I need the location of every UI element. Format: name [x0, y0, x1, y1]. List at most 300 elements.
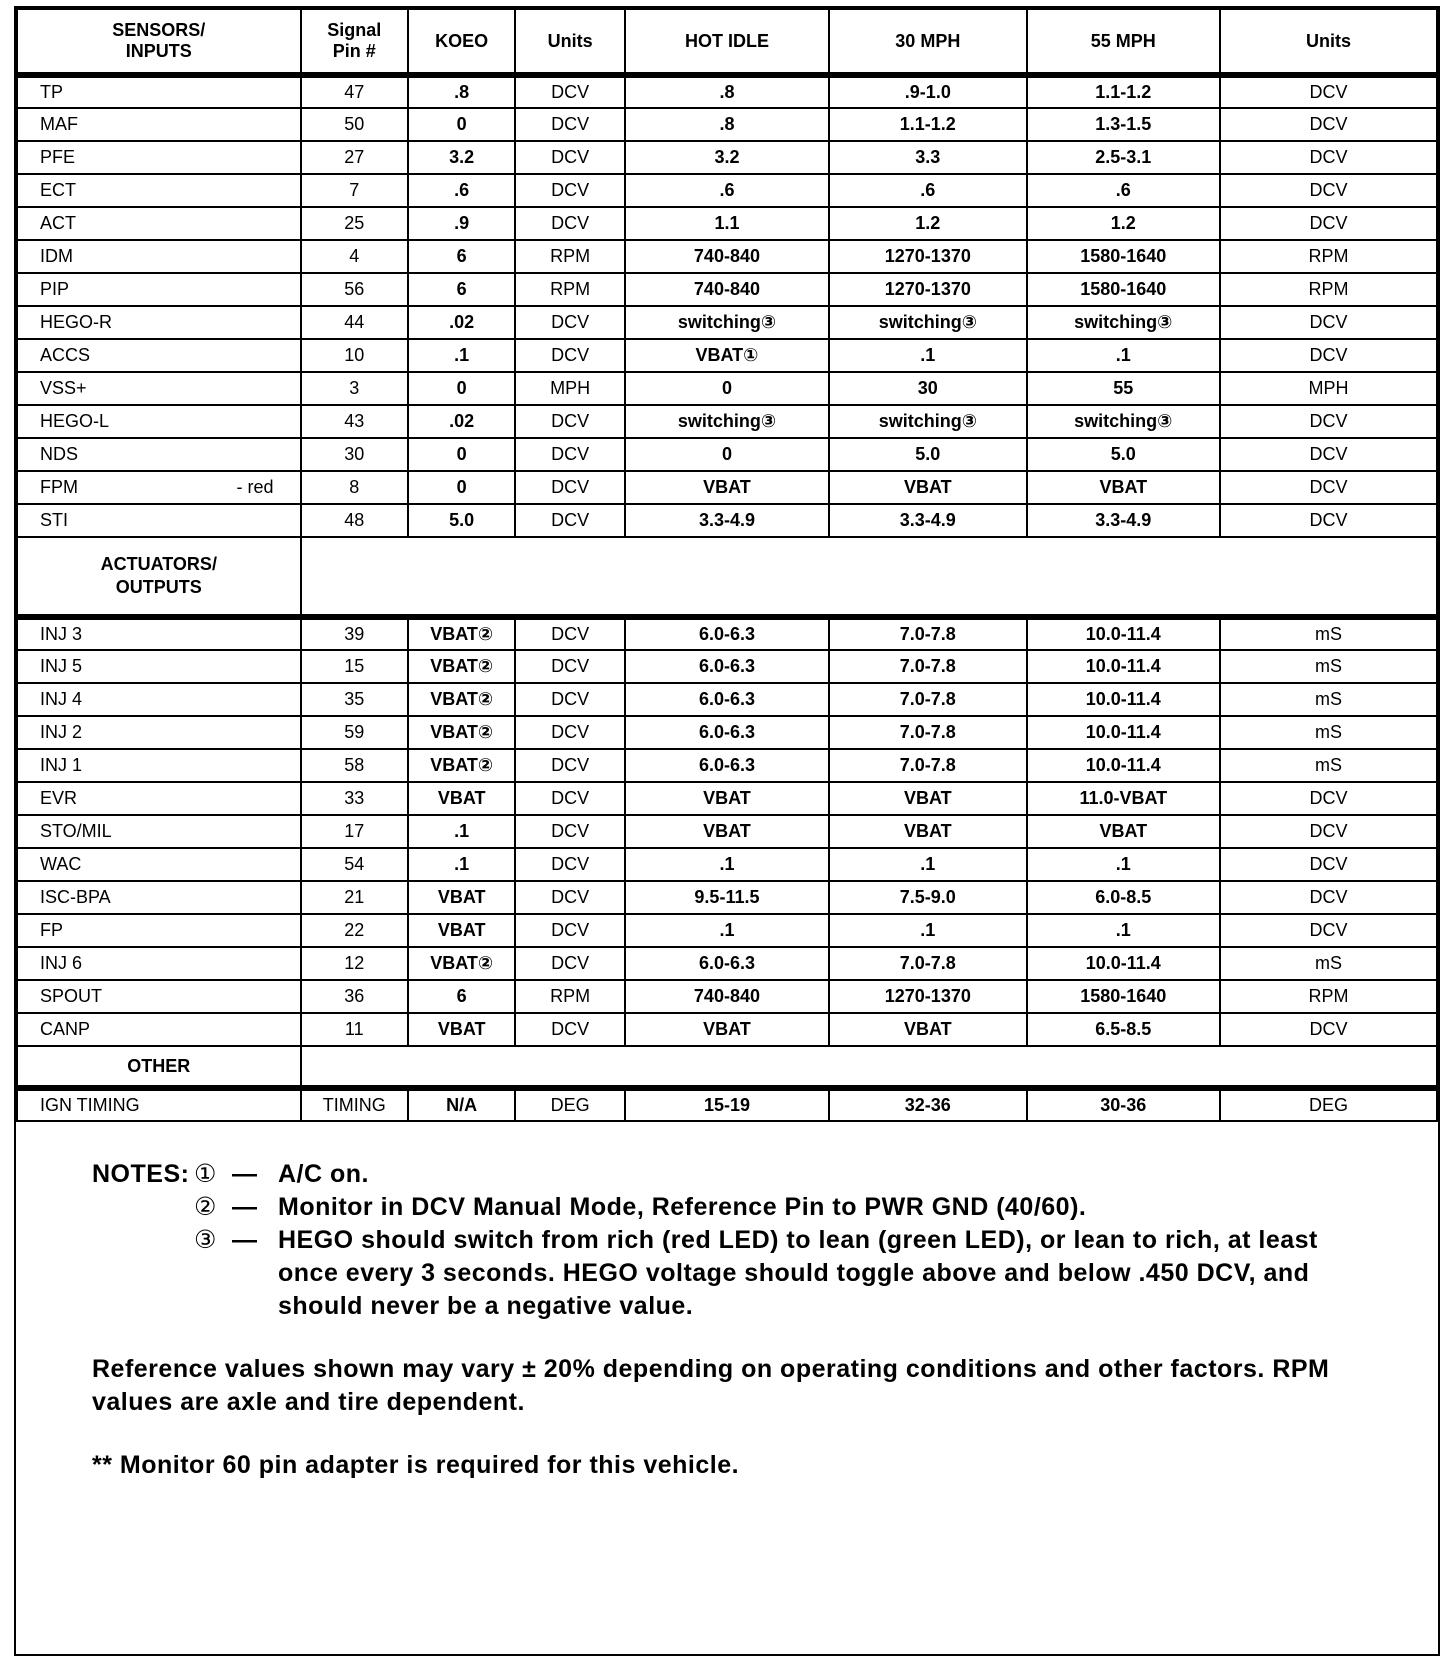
cell-value: 10 [344, 345, 365, 365]
cell-value: 36 [344, 986, 365, 1006]
table-cell [829, 815, 1027, 848]
cell-value: 3 [349, 378, 360, 398]
table-cell [625, 782, 829, 815]
note-1 [92, 1158, 1362, 1191]
cell-value: 5.0 [915, 444, 941, 464]
cell-value: VBAT [903, 788, 952, 808]
table-cell [1027, 980, 1220, 1013]
cell-value: 10.0-11.4 [1085, 656, 1161, 676]
section-header-row [17, 1046, 1437, 1088]
cell-value: DCV [551, 821, 590, 841]
cell-value: DCV [1309, 1019, 1348, 1039]
table-cell [408, 617, 515, 650]
table-row [17, 174, 1437, 207]
section-header-row [17, 537, 1437, 617]
table-cell [515, 372, 625, 405]
table-cell [625, 207, 829, 240]
cell-value: DCV [551, 411, 590, 431]
cell-value: mS [1314, 689, 1342, 709]
cell-value: 6.0-8.5 [1095, 887, 1152, 907]
table-cell [408, 174, 515, 207]
cell-value: SPOUT [40, 986, 103, 1006]
cell-value: 3.3 [915, 147, 941, 167]
table-cell [515, 947, 625, 980]
cell-value: DCV [1309, 312, 1348, 332]
table-cell [625, 617, 829, 650]
table-row [17, 947, 1437, 980]
table-cell [301, 141, 408, 174]
cell-value: VBAT② [430, 722, 494, 742]
table-cell [515, 108, 625, 141]
table-cell [625, 273, 829, 306]
table-cell [829, 174, 1027, 207]
table-cell [301, 108, 408, 141]
cell-value: 1580-1640 [1080, 279, 1167, 299]
table-cell [1027, 372, 1220, 405]
table-cell [1027, 683, 1220, 716]
cell-value: 3.3-4.9 [698, 510, 755, 530]
row-label [17, 273, 301, 306]
table-cell [301, 650, 408, 683]
cell-value: 15 [344, 656, 365, 676]
cell-value: 0 [456, 114, 467, 134]
row-label [17, 947, 301, 980]
table-row [17, 650, 1437, 683]
table-row [17, 240, 1437, 273]
table-cell [625, 471, 829, 504]
table-cell [829, 207, 1027, 240]
fpm-note: - red [236, 477, 274, 497]
table-cell [1220, 881, 1437, 914]
table-row [17, 372, 1437, 405]
table-cell [625, 683, 829, 716]
cell-value: 1.1 [714, 213, 740, 233]
table-cell [1220, 207, 1437, 240]
row-label [17, 1013, 301, 1046]
table-cell [408, 504, 515, 537]
table-cell [408, 716, 515, 749]
cell-value: .6 [454, 180, 470, 200]
table-cell [625, 438, 829, 471]
cell-value: N/A [446, 1095, 478, 1115]
cell-value: DCV [1309, 920, 1348, 940]
cell-value: .1 [1115, 920, 1131, 940]
cell-value: .1 [920, 345, 936, 365]
cell-value: 30 [344, 444, 365, 464]
column-header: Signal Pin # [301, 9, 408, 75]
cell-value: DCV [1309, 854, 1348, 874]
cell-value: 43 [344, 411, 365, 431]
cell-value: 0 [721, 378, 732, 398]
table-cell [829, 914, 1027, 947]
table-cell [1220, 683, 1437, 716]
table-row [17, 438, 1437, 471]
table-cell [625, 108, 829, 141]
cell-value: VBAT [1099, 477, 1148, 497]
table-cell [515, 980, 625, 1013]
cell-value: DCV [1309, 180, 1348, 200]
cell-value: PFE [40, 147, 76, 167]
table-cell [1220, 273, 1437, 306]
table-cell [1027, 273, 1220, 306]
row-label [17, 306, 301, 339]
cell-value: switching③ [878, 312, 977, 332]
cell-value: .1 [920, 920, 936, 940]
table-cell [408, 141, 515, 174]
table-cell [515, 405, 625, 438]
table-cell [301, 683, 408, 716]
cell-value: INJ 1 [40, 755, 83, 775]
cell-value: 1.3-1.5 [1095, 114, 1152, 134]
row-label [17, 749, 301, 782]
table-cell [829, 504, 1027, 537]
cell-value: ACT [40, 213, 76, 233]
table-cell [625, 749, 829, 782]
cell-value: .1 [454, 854, 470, 874]
cell-value: DCV [1309, 213, 1348, 233]
table-cell [625, 306, 829, 339]
cell-value: switching③ [878, 411, 977, 431]
cell-value: 15-19 [703, 1095, 750, 1115]
table-cell [625, 881, 829, 914]
table-cell [1027, 207, 1220, 240]
row-label [17, 617, 301, 650]
cell-value: 7.0-7.8 [899, 953, 956, 973]
cell-value: .9-1.0 [904, 82, 951, 102]
table-cell [515, 141, 625, 174]
table-cell [1027, 405, 1220, 438]
table-cell [408, 108, 515, 141]
table-cell [301, 504, 408, 537]
table-cell [1220, 306, 1437, 339]
table-cell [829, 141, 1027, 174]
cell-value: 0 [456, 477, 467, 497]
cell-value: mS [1314, 722, 1342, 742]
row-label [17, 372, 301, 405]
table-cell [625, 240, 829, 273]
table-cell [625, 174, 829, 207]
table-cell [408, 1013, 515, 1046]
table-cell [625, 141, 829, 174]
table-row [17, 141, 1437, 174]
table-row [17, 980, 1437, 1013]
table-cell [829, 75, 1027, 108]
cell-value: 9.5-11.5 [694, 887, 760, 907]
cell-value: DCV [1309, 788, 1348, 808]
table-row [17, 108, 1437, 141]
cell-value: 740-840 [693, 986, 760, 1006]
cell-value: 3.3-4.9 [899, 510, 956, 530]
note-3 [92, 1224, 1362, 1323]
table-cell [1027, 141, 1220, 174]
cell-value: 11 [344, 1019, 364, 1039]
table-cell [625, 339, 829, 372]
table-cell [301, 815, 408, 848]
table-cell [829, 306, 1027, 339]
column-header: SENSORS/ INPUTS [17, 9, 301, 75]
note-text: A/C on. [278, 1160, 369, 1188]
table-cell [1220, 405, 1437, 438]
cell-value: .1 [920, 854, 936, 874]
section-spacer [301, 537, 1437, 617]
cell-value: DCV [551, 656, 590, 676]
row-label [17, 1088, 301, 1121]
table-row [17, 504, 1437, 537]
cell-value: 10.0-11.4 [1085, 689, 1161, 709]
table-cell [829, 881, 1027, 914]
table-row [17, 339, 1437, 372]
table-cell [625, 815, 829, 848]
cell-value: CANP [40, 1019, 91, 1039]
cell-value: 58 [344, 755, 365, 775]
table-cell [301, 716, 408, 749]
cell-value: VBAT [903, 821, 952, 841]
cell-value: mS [1314, 953, 1342, 973]
cell-value: NDS [40, 444, 79, 464]
table-cell [301, 372, 408, 405]
row-label [17, 914, 301, 947]
cell-value: IDM [40, 246, 73, 266]
cell-value: DCV [551, 920, 590, 940]
table-cell [1027, 306, 1220, 339]
cell-value: DCV [1309, 345, 1348, 365]
cell-value: RPM [550, 986, 591, 1006]
row-label [17, 471, 301, 504]
cell-value: .6 [1115, 180, 1131, 200]
table-cell [625, 1013, 829, 1046]
table-cell [1220, 339, 1437, 372]
table-cell [301, 848, 408, 881]
row-label [17, 881, 301, 914]
cell-value: INJ 2 [40, 722, 83, 742]
table-cell [1027, 75, 1220, 108]
table-cell [408, 881, 515, 914]
cell-value: mS [1314, 656, 1342, 676]
cell-value: .1 [1115, 854, 1131, 874]
cell-value: 0 [456, 444, 467, 464]
cell-value: DCV [1309, 82, 1348, 102]
table-row [17, 306, 1437, 339]
cell-value: .02 [449, 312, 475, 332]
table-cell [301, 947, 408, 980]
cell-value: INJ 3 [40, 624, 83, 644]
cell-value: RPM [1308, 279, 1349, 299]
cell-value: 44 [344, 312, 365, 332]
table-cell [408, 273, 515, 306]
table-cell [301, 782, 408, 815]
table-cell [301, 1013, 408, 1046]
table-cell [408, 782, 515, 815]
cell-value: DCV [551, 345, 590, 365]
cell-value: FP [40, 920, 64, 940]
cell-value: 35 [344, 689, 365, 709]
table-cell [1027, 108, 1220, 141]
table-cell [829, 471, 1027, 504]
cell-value: STI [40, 510, 69, 530]
table-row [17, 617, 1437, 650]
table-cell [408, 372, 515, 405]
cell-value: 0 [456, 378, 467, 398]
table-cell [1220, 749, 1437, 782]
cell-value: INJ 4 [40, 689, 83, 709]
cell-value: DCV [551, 312, 590, 332]
cell-value: 21 [344, 887, 365, 907]
table-cell [1220, 914, 1437, 947]
table-cell [301, 207, 408, 240]
cell-value: VBAT [437, 1019, 486, 1039]
cell-value: .6 [920, 180, 936, 200]
table-cell [625, 504, 829, 537]
table-cell [301, 1088, 408, 1121]
cell-value: .8 [719, 114, 735, 134]
cell-value: DCV [1309, 147, 1348, 167]
table-cell [1220, 240, 1437, 273]
cell-value: 1.1-1.2 [899, 114, 956, 134]
cell-value: MPH [550, 378, 591, 398]
cell-value: 6.0-6.3 [698, 689, 755, 709]
table-cell [829, 782, 1027, 815]
table-cell [408, 405, 515, 438]
table-cell [1220, 782, 1437, 815]
table-cell [1027, 749, 1220, 782]
cell-value: 7.0-7.8 [899, 755, 956, 775]
cell-value: RPM [550, 246, 591, 266]
cell-value: 6.0-6.3 [698, 755, 755, 775]
table-cell [301, 471, 408, 504]
row-label [17, 141, 301, 174]
cell-value: VBAT [437, 920, 486, 940]
cell-value: 5.0 [1110, 444, 1136, 464]
reference-values-table [16, 8, 1438, 1122]
table-cell [515, 815, 625, 848]
table-cell [1027, 617, 1220, 650]
table-cell [408, 683, 515, 716]
cell-value: 11.0-VBAT [1079, 788, 1168, 808]
adapter-note: ** Monitor 60 pin adapter is required for this vehicle. [92, 1451, 740, 1479]
table-cell [1220, 815, 1437, 848]
cell-value: DCV [1309, 114, 1348, 134]
cell-value: 7.0-7.8 [899, 722, 956, 742]
table-cell [1220, 848, 1437, 881]
cell-value: 17 [344, 821, 365, 841]
cell-value: VBAT② [430, 755, 494, 775]
table-cell [1027, 815, 1220, 848]
table-cell [625, 980, 829, 1013]
cell-value: 30 [917, 378, 938, 398]
table-cell [515, 650, 625, 683]
table-cell [1220, 438, 1437, 471]
table-cell [1027, 471, 1220, 504]
cell-value: 740-840 [693, 279, 760, 299]
cell-value: mS [1314, 755, 1342, 775]
cell-value: 7 [349, 180, 360, 200]
table-cell [1027, 1088, 1220, 1121]
row-label [17, 405, 301, 438]
table-cell [301, 174, 408, 207]
cell-value: 10.0-11.4 [1085, 953, 1161, 973]
table-cell [515, 782, 625, 815]
table-cell [408, 815, 515, 848]
table-row [17, 405, 1437, 438]
row-label [17, 650, 301, 683]
cell-value: DCV [551, 477, 590, 497]
cell-value: 3.3-4.9 [1095, 510, 1152, 530]
table-cell [515, 881, 625, 914]
cell-value: mS [1314, 624, 1342, 644]
row-label [17, 207, 301, 240]
note-mark: ② [194, 1193, 217, 1221]
table-cell [515, 471, 625, 504]
table-cell [1220, 650, 1437, 683]
table-cell [1027, 174, 1220, 207]
cell-value: HEGO-R [40, 312, 112, 332]
note-dash: — [232, 1160, 258, 1188]
cell-value: DEG [550, 1095, 590, 1115]
cell-value: VSS+ [40, 378, 87, 398]
reference-note: Reference values shown may vary ± 20% depending on operating conditions and other factors. RPM values are axle and tire dependent. [92, 1355, 1330, 1416]
cell-value: VBAT② [430, 656, 494, 676]
cell-value: 2.5-3.1 [1095, 147, 1152, 167]
table-row [17, 273, 1437, 306]
table-cell [1220, 1088, 1437, 1121]
cell-value: MAF [40, 114, 78, 134]
note-dash: — [232, 1193, 258, 1221]
cell-value: 6 [456, 279, 467, 299]
cell-value: DCV [551, 755, 590, 775]
cell-value: .1 [454, 345, 470, 365]
note-mark: ③ [194, 1226, 217, 1254]
table-cell [1027, 504, 1220, 537]
cell-value: DCV [551, 82, 590, 102]
cell-value: INJ 6 [40, 953, 83, 973]
table-cell [408, 240, 515, 273]
table-cell [408, 650, 515, 683]
table-cell [1027, 438, 1220, 471]
cell-value: ECT [40, 180, 76, 200]
table-cell [829, 339, 1027, 372]
table-body [17, 75, 1437, 1121]
table-cell [301, 75, 408, 108]
notes-section [92, 1158, 1362, 1482]
cell-value: 4 [349, 246, 360, 266]
cell-value: DCV [551, 854, 590, 874]
table-cell [1027, 1013, 1220, 1046]
table-cell [1027, 782, 1220, 815]
table-cell [408, 207, 515, 240]
column-header: Units [1220, 9, 1437, 75]
cell-value: DCV [551, 180, 590, 200]
table-cell [829, 947, 1027, 980]
cell-value: .1 [719, 920, 735, 940]
table-cell [301, 980, 408, 1013]
cell-value: 12 [344, 953, 365, 973]
table-row [17, 815, 1437, 848]
cell-value: 8 [349, 477, 360, 497]
table-row [17, 716, 1437, 749]
table-cell [408, 848, 515, 881]
cell-value: 6.0-6.3 [698, 656, 755, 676]
table-row [17, 1088, 1437, 1121]
cell-value: .1 [454, 821, 470, 841]
table-cell [515, 273, 625, 306]
cell-value: DCV [551, 887, 590, 907]
row-label [17, 504, 301, 537]
cell-value: 32-36 [904, 1095, 951, 1115]
table-cell [1220, 980, 1437, 1013]
cell-value: VBAT② [430, 953, 494, 973]
table-cell [829, 1013, 1027, 1046]
cell-value: .6 [719, 180, 735, 200]
